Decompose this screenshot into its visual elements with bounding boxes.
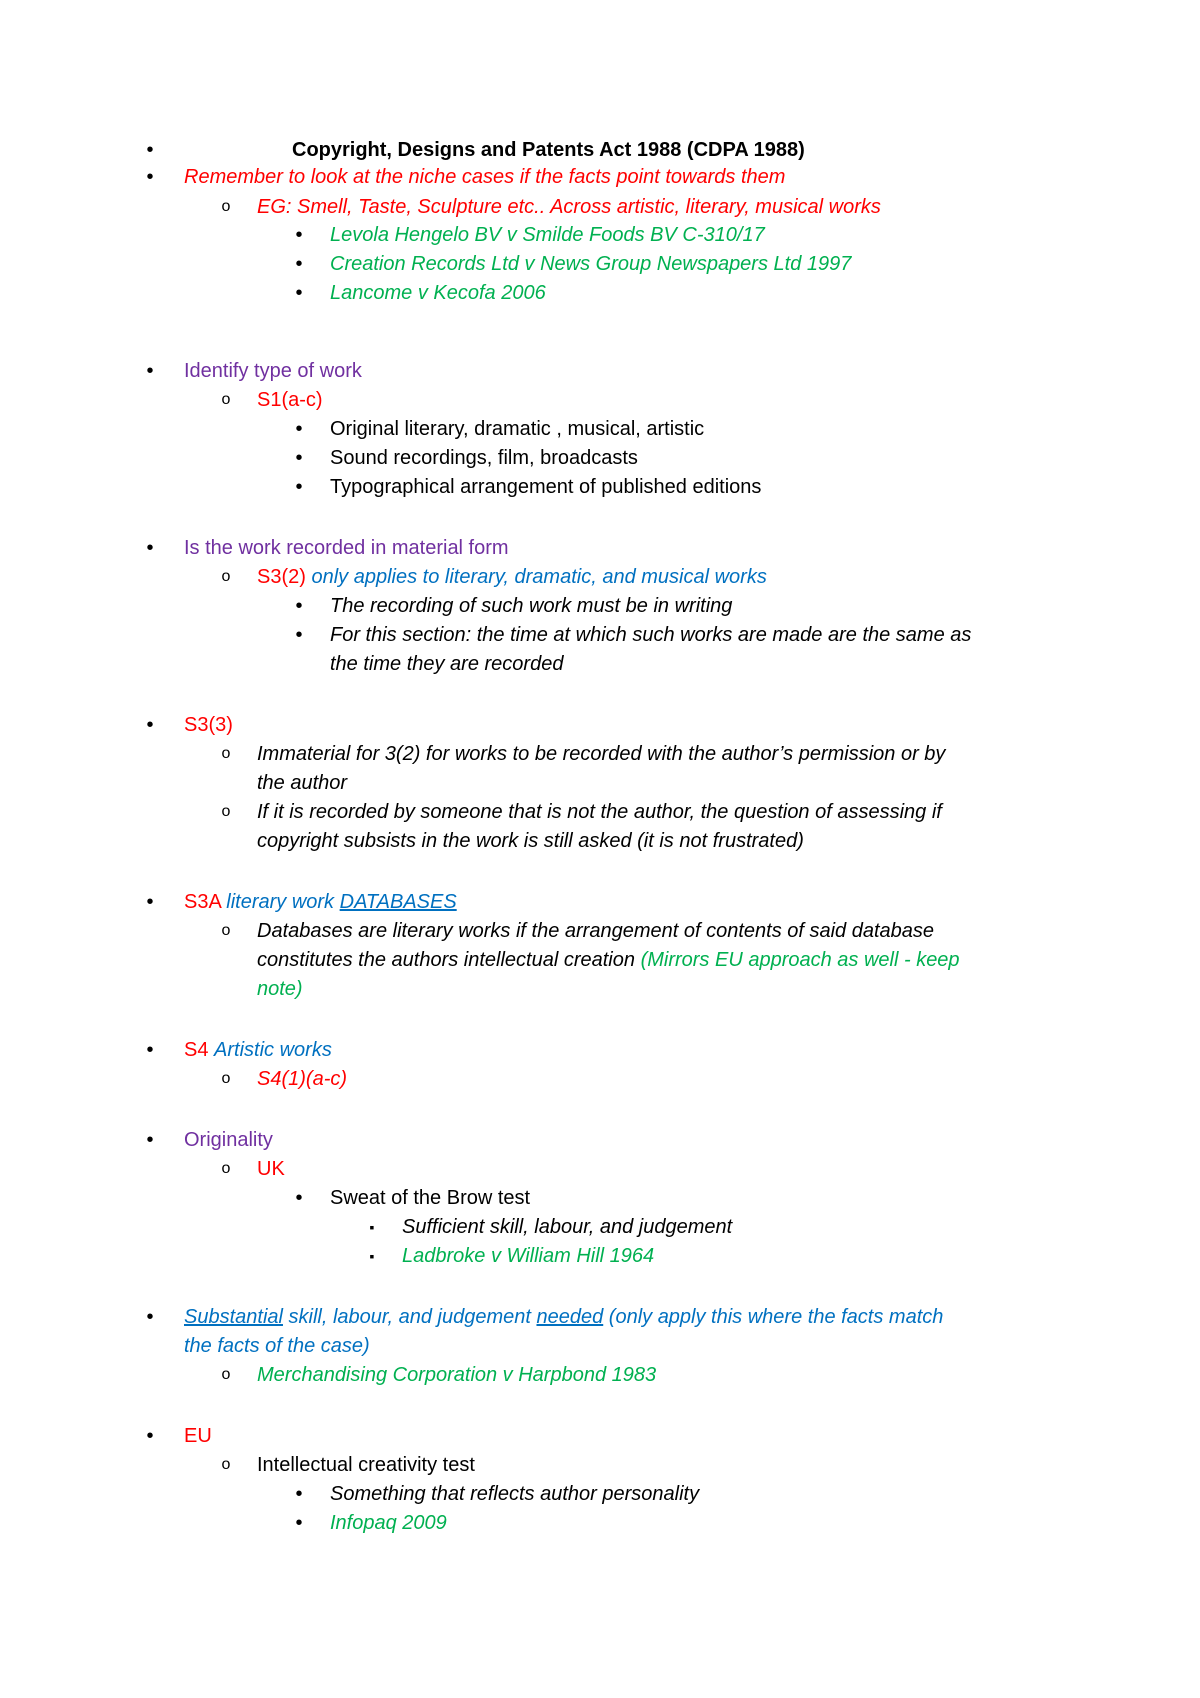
bullet-dot: • — [146, 1306, 154, 1328]
case-name: Levola Hengelo BV v Smilde Foods BV C-310/17 — [330, 224, 765, 246]
bullet-dot: • — [146, 1039, 154, 1061]
section-ref: S4 — [184, 1039, 209, 1061]
section-label: literary work — [226, 891, 335, 913]
text-segment: constitutes the authors intellectual creation — [257, 949, 635, 971]
section-line — [184, 1037, 332, 1063]
bullet-dot: • — [146, 891, 154, 913]
list-item: Typographical arrangement of published editions — [330, 476, 762, 498]
bullet-circle: o — [221, 922, 231, 939]
list-item: Sound recordings, film, broadcasts — [330, 447, 638, 469]
bullet-circle: o — [221, 1456, 231, 1473]
list-item-continued: the time they are recorded — [330, 653, 564, 675]
note-continued: note) — [257, 978, 303, 1000]
section-ref: S3(2) — [257, 566, 306, 588]
text-segment: skill, labour, and judgement — [288, 1306, 531, 1328]
bullet-dot: • — [295, 418, 303, 440]
list-item: Sufficient skill, labour, and judgement — [402, 1216, 733, 1238]
bullet-dot: • — [146, 1129, 154, 1151]
list-item: For this section: the time at which such works are made are the same as — [330, 624, 972, 646]
bullet-dot: • — [146, 714, 154, 736]
list-item: If it is recorded by someone that is not the author, the question of assessing if — [257, 801, 942, 823]
bullet-dot: • — [146, 139, 154, 161]
list-item: Immaterial for 3(2) for works to be recorded with the author’s permission or by — [257, 743, 946, 765]
text-segment: (only apply this where the facts match — [608, 1306, 944, 1328]
jurisdiction: UK — [257, 1158, 285, 1180]
test-name: Sweat of the Brow test — [330, 1187, 531, 1209]
document-title: Copyright, Designs and Patents Act 1988 (CDPA 1988) — [292, 139, 805, 161]
bullet-dot: • — [295, 253, 303, 275]
section-ref: S3A — [184, 891, 221, 913]
bullet-circle: o — [221, 745, 231, 762]
section-line-continued: the facts of the case) — [184, 1335, 370, 1357]
list-item: Databases are literary works if the arrangement of contents of said database — [257, 920, 935, 942]
section-line — [184, 1304, 943, 1330]
bullet-dot: • — [295, 1483, 303, 1505]
case-name: Infopaq 2009 — [330, 1512, 447, 1534]
section-label: Artistic works — [214, 1039, 332, 1061]
bullet-dot: • — [295, 282, 303, 304]
bullet-circle: o — [221, 198, 231, 215]
bullet-circle: o — [221, 568, 231, 585]
keyword: DATABASES — [339, 891, 457, 913]
section-line — [257, 564, 767, 590]
list-item: Something that reflects author personality — [330, 1483, 700, 1505]
section-note: only applies to literary, dramatic, and musical works — [311, 566, 767, 588]
section-ref: S1(a-c) — [257, 389, 323, 411]
emphasis: needed — [536, 1306, 604, 1328]
bullet-circle: o — [221, 803, 231, 820]
bullet-square: ▪ — [369, 1248, 375, 1264]
section-line — [184, 889, 457, 915]
case-name: Ladbroke v William Hill 1964 — [402, 1245, 655, 1267]
emphasis: Substantial — [184, 1306, 283, 1328]
bullet-dot: • — [295, 1187, 303, 1209]
list-item-continued: copyright subsists in the work is still asked (it is not frustrated) — [257, 830, 804, 852]
section-heading: Originality — [184, 1129, 273, 1151]
bullet-dot: • — [146, 1425, 154, 1447]
section-ref: S4(1)(a-c) — [257, 1068, 348, 1090]
case-name: Merchandising Corporation v Harpbond 1983 — [257, 1364, 657, 1386]
bullet-dot: • — [295, 224, 303, 246]
case-name: Creation Records Ltd v News Group Newspapers Ltd 1997 — [330, 253, 852, 275]
bullet-circle: o — [221, 1366, 231, 1383]
section-ref: S3(3) — [184, 714, 233, 736]
bullet-circle: o — [221, 391, 231, 408]
bullet-dot: • — [146, 166, 154, 188]
bullet-circle: o — [221, 1160, 231, 1177]
niche-eg: EG: Smell, Taste, Sculpture etc.. Across artistic, literary, musical works — [257, 196, 881, 218]
bullet-dot: • — [146, 537, 154, 559]
bullet-dot: • — [295, 624, 303, 646]
bullet-dot: • — [146, 360, 154, 382]
section-heading: Is the work recorded in material form — [184, 537, 509, 559]
list-item-continued: the author — [257, 772, 348, 794]
bullet-square: ▪ — [369, 1219, 375, 1235]
bullet-dot: • — [295, 447, 303, 469]
bullet-dot: • — [295, 476, 303, 498]
list-item-continued — [257, 947, 960, 973]
test-name: Intellectual creativity test — [257, 1454, 475, 1476]
case-name: Lancome v Kecofa 2006 — [330, 282, 546, 304]
bullet-dot: • — [295, 595, 303, 617]
niche-note: Remember to look at the niche cases if the facts point towards them — [184, 166, 786, 188]
note: (Mirrors EU approach as well - keep — [640, 949, 960, 971]
list-item: The recording of such work must be in writing — [330, 595, 733, 617]
section-heading: Identify type of work — [184, 360, 362, 382]
list-item: Original literary, dramatic , musical, artistic — [330, 418, 705, 440]
jurisdiction: EU — [184, 1425, 212, 1447]
bullet-circle: o — [221, 1070, 231, 1087]
bullet-dot: • — [295, 1512, 303, 1534]
